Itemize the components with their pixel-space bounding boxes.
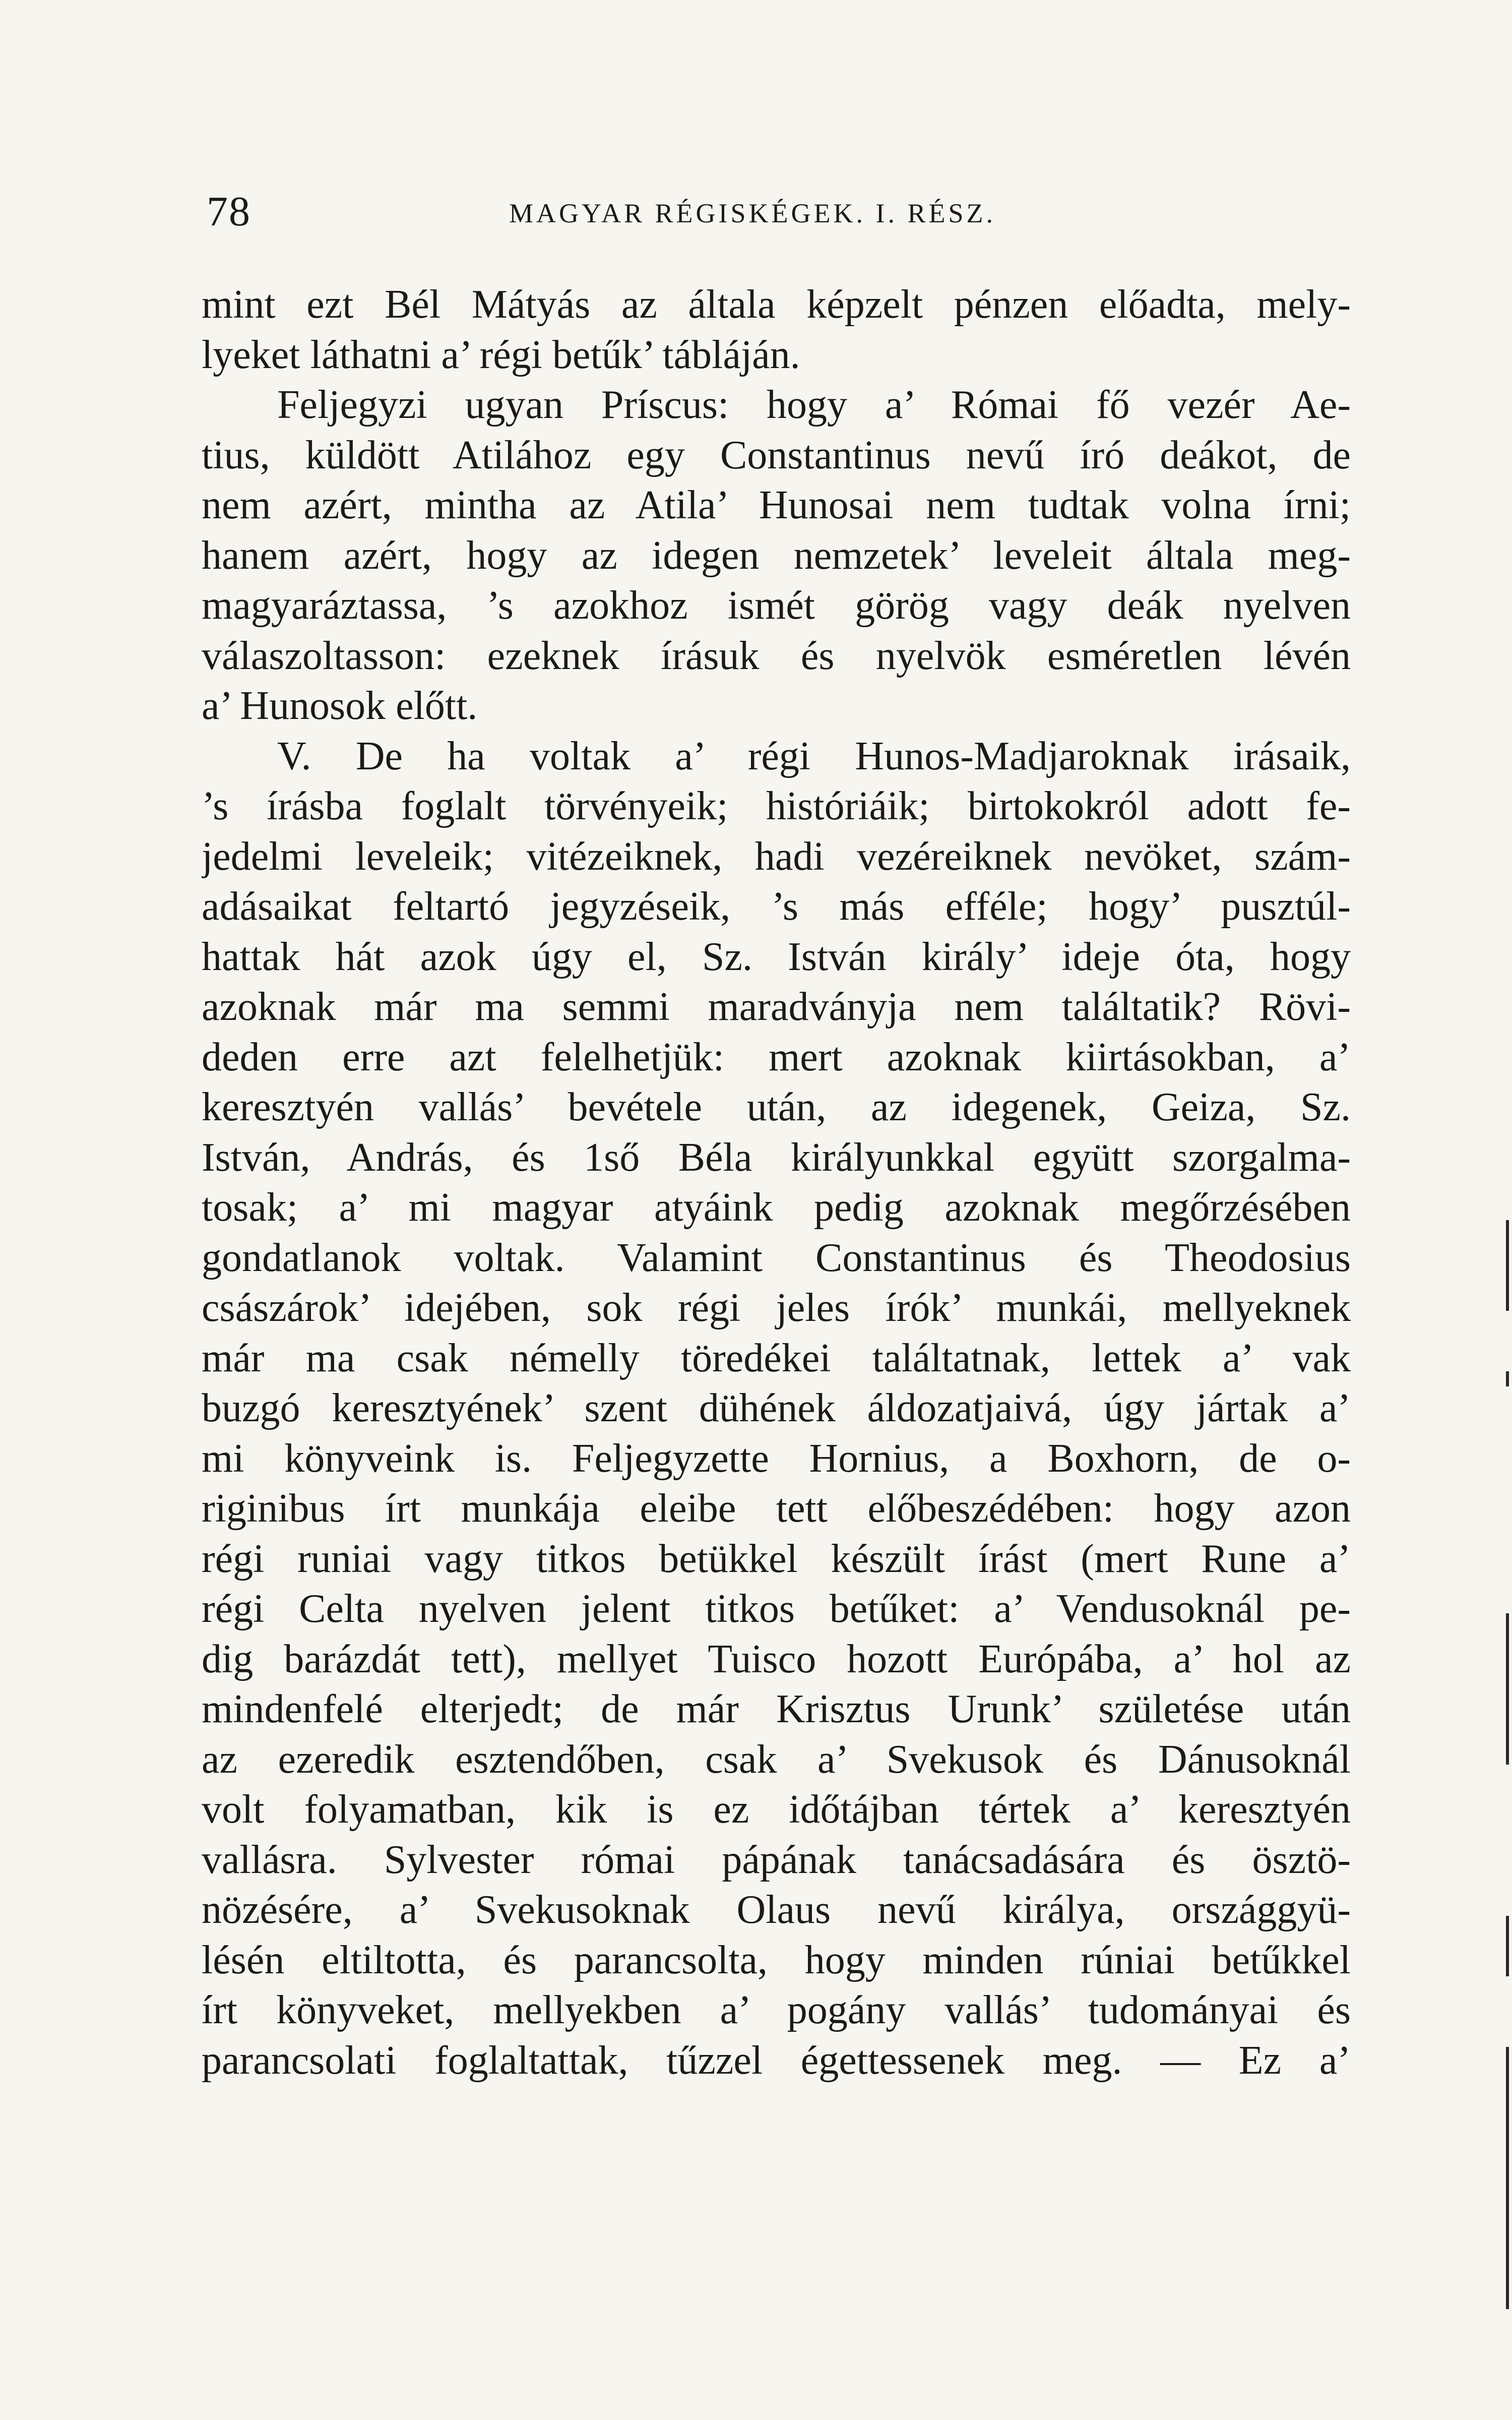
text-line: mindenfelé elterjedt; de már Krisztus Urunk’ születése után (202, 1687, 1351, 1731)
text-line: mi könyveink is. Feljegyzette Hornius, a Boxhorn, de o- (202, 1436, 1351, 1481)
text-line: riginibus írt munkája eleibe tett előbeszédében: hogy azon (202, 1486, 1351, 1531)
text-line: régi Celta nyelven jelent titkos betűket: a’ Vendusoknál pe- (202, 1587, 1351, 1631)
text-line: lésén eltiltotta, és parancsolta, hogy minden rúniai betűkkel (202, 1938, 1351, 1982)
text-line: adásaikat feltartó jegyzéseik, ’s más efféle; hogy’ pusztúl- (202, 884, 1351, 929)
text-line: dig barázdát tett), mellyet Tuisco hozott Európába, a’ hol az (202, 1637, 1351, 1681)
text-line: jedelmi leveleik; vitézeiknek, hadi vezéreiknek nevöket, szám- (202, 834, 1351, 879)
text-line: a’ Hunosok előtt. (202, 684, 478, 728)
edge-mark (1506, 1916, 1509, 1976)
text-line: az ezeredik esztendőben, csak a’ Svekusok és Dánusoknál (202, 1737, 1351, 1782)
text-line: István, András, és 1ső Béla királyunkkal együtt szorgalma- (202, 1135, 1351, 1180)
text-line: tosak; a’ mi magyar atyáink pedig azoknak megőrzésében (202, 1185, 1351, 1230)
text-line: már ma csak némelly töredékei találtatnak, lettek a’ vak (202, 1336, 1351, 1380)
edge-mark (1506, 1220, 1509, 1311)
text-line: buzgó keresztyének’ szent dühének áldozatjaivá, úgy jártak a’ (202, 1386, 1351, 1430)
text-line: azoknak már ma semmi maradványja nem találtatik? Rövi- (202, 985, 1351, 1029)
running-header (207, 182, 1346, 242)
text-line: magyaráztassa, ’s azokhoz ismét görög vagy deák nyelven (202, 583, 1351, 628)
text-line: hanem azért, hogy az idegen nemzetek’ leveleit általa meg- (202, 533, 1351, 578)
text-line: császárok’ idejében, sok régi jeles írók’ munkái, mellyeknek (202, 1286, 1351, 1330)
text-line: volt folyamatban, kik is ez időtájban tértek a’ keresztyén (202, 1787, 1351, 1832)
text-line: mint ezt Bél Mátyás az általa képzelt pénzen előadta, mely- (202, 282, 1351, 327)
text-line: válaszoltasson: ezeknek írásuk és nyelvök esméretlen lévén (202, 633, 1351, 678)
page-number: 78 (207, 188, 251, 235)
text-line: V. De ha voltak a’ régi Hunos-Madjaroknak irásaik, (277, 734, 1351, 778)
text-line: gondatlanok voltak. Valamint Constantinus és Theodosius (202, 1235, 1351, 1280)
text-line: parancsolati foglaltattak, tűzzel égettessenek meg. — Ez a’ (202, 2038, 1351, 2083)
text-line: régi runiai vagy titkos betükkel készült írást (mert Rune a’ (202, 1536, 1351, 1581)
text-line: deden erre azt felelhetjük: mert azoknak kiirtásokban, a’ (202, 1035, 1351, 1079)
text-line: nözésére, a’ Svekusoknak Olaus nevű királya, országgyü- (202, 1888, 1351, 1932)
text-line: írt könyveket, mellyekben a’ pogány vallás’ tudományai és (202, 1988, 1351, 2032)
text-line: hattak hát azok úgy el, Sz. István király’ ideje óta, hogy (202, 934, 1351, 979)
edge-mark (1506, 2047, 1509, 2309)
page-edge-shadow (1492, 1160, 1512, 2319)
edge-mark (1506, 1613, 1509, 1765)
edge-mark (1506, 1371, 1509, 1386)
text-line: lyeket láthatni a’ régi betűk’ tábláján. (202, 332, 800, 377)
running-title: MAGYAR RÉGISKÉGEK. I. RÉSZ. (509, 198, 996, 228)
text-line: nem azért, mintha az Atila’ Hunosai nem tudtak volna írni; (202, 483, 1351, 527)
text-line: keresztyén vallás’ bevétele után, az idegenek, Geiza, Sz. (202, 1085, 1351, 1129)
text-line: tius, küldött Atilához egy Constantinus nevű író deákot, de (202, 433, 1351, 477)
text-line: Feljegyzi ugyan Príscus: hogy a’ Római fő vezér Ae- (277, 383, 1351, 427)
text-line: vallásra. Sylvester római pápának tanácsadására és ösztö- (202, 1837, 1351, 1882)
text-line: ’s írásba foglalt törvényeik; históriáik; birtokokról adott fe- (202, 784, 1351, 828)
body-text (202, 280, 1351, 2286)
